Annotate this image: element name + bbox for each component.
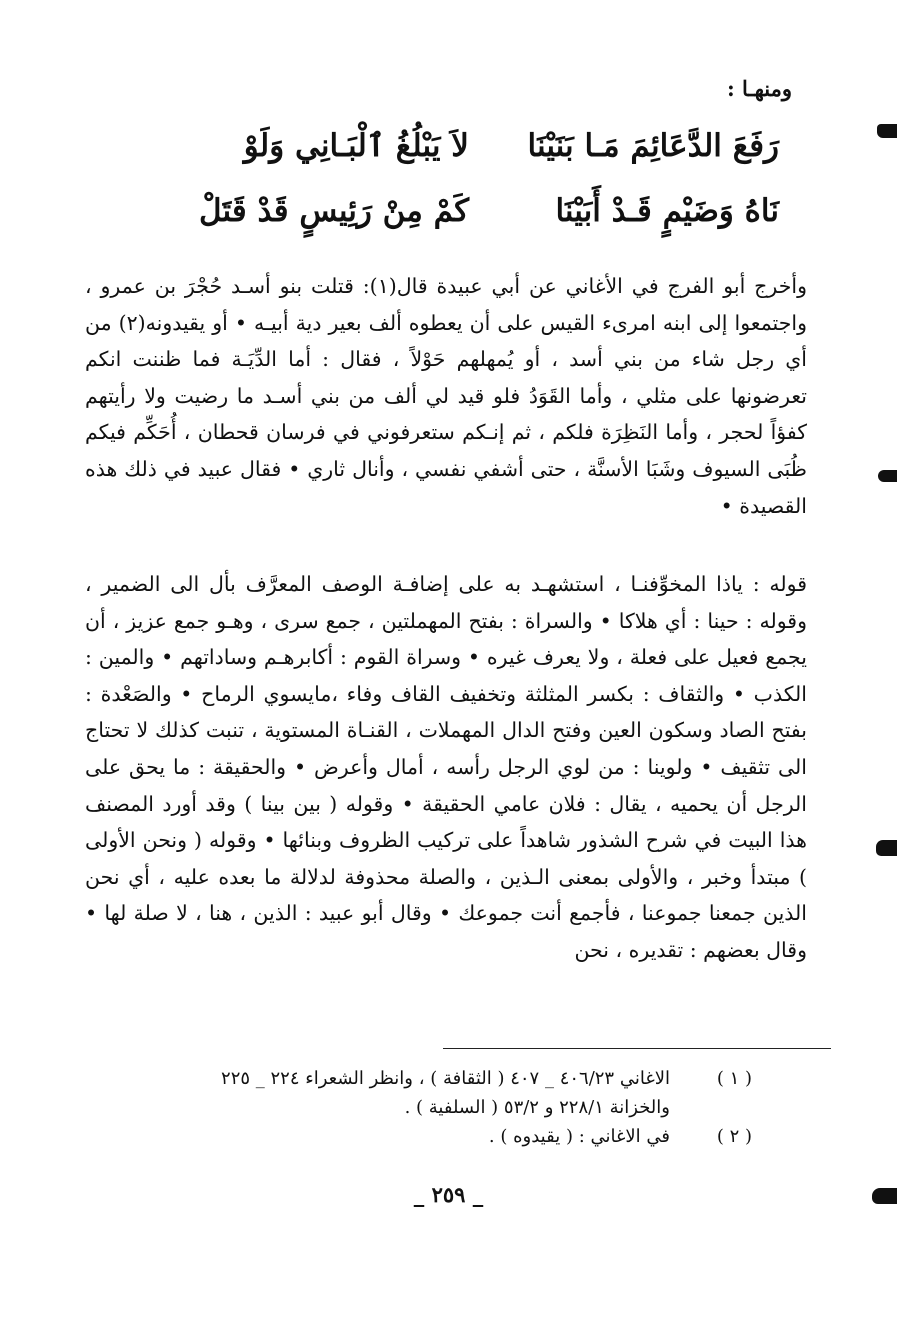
intro-label: ومنهـا :	[726, 76, 792, 101]
footnote-divider	[443, 1048, 831, 1049]
scan-edge-mark	[877, 124, 897, 138]
footnote-1-number: ( ١ )	[716, 1068, 752, 1089]
footnote-1-continuation: والخزانة ٢٢٨/١ و ٥٣/٢ ( السلفية ) .	[404, 1097, 670, 1118]
scan-edge-mark	[876, 840, 897, 856]
paragraph-commentary: قوله : ياذا المخوِّفنـا ، استشهـد به على إضافـة الوصف المعرَّف بأل الى الضمير ، وقوله : حينا : أي هلاكا • والسراة : بفتح المهملتين ، جمع سرى ، وهـو جمع عزيز ، أن يجمع فعيل على فعلة ، ولا يعرف غيره • وسراة القوم : أكابرهـم وساداتهم • والمين : الكذب • والثقاف : بكسر المثلثة وتخفيف القاف وفاء ،مايسوي الرماح • والصَعْدة : بفتح الصاد وسكون العين وفتح الدال المهملات ، القنـاة المستوية ، تنبت كذلك لا تحتاج الى تثقيف • ولوينا : من لوي الرجل رأسه ، أمال وأعرض • والحقيقة : ما يحق على الرجل أن يحميه ، يقال : فلان عامي الحقيقة • وقوله ( بين بينا ) وقد أورد المصنف هذا البيت في شرح الشذور شاهداً على تركيب الظروف وبنائها • وقوله ( ونحن الأولى ) مبتدأ وخبر ، والأولى بمعنى الـذين ، والصلة محذوفة لدلالة ما بعده عليه ، أي نحن الذين جمعنا جموعنا ، فأجمع أنت جموعك • وقال أبو عبيد : الذين ، هنا ، لا صلة لها • وقال بعضهم : تقديره ، نحن	[85, 572, 807, 962]
scan-edge-mark	[878, 470, 897, 482]
footnote-2-text: في الاغاني : ( يقيدوه ) .	[488, 1126, 670, 1147]
verse-2-first-hemistich: نَاهُ وَضَيْمٍ قَـدْ أَبَيْنَا	[555, 193, 779, 229]
verse-1-second-hemistich: لاَ يَبْلُغُ ٱلْبَـانِي وَلَوْ	[243, 128, 469, 164]
scan-edge-mark	[872, 1188, 897, 1204]
paragraph-narrative: وأخرج أبو الفرج في الأغاني عن أبي عبيدة قال(١): قتلت بنو أسـد حُجْرَ بن عمرو ، واجتمعوا إلى ابنه امرىء القيس على أن يعطوه ألف بعير دية أبيـه • أو يقيدونه(٢) من أي رجل شاء من بني أسد ، أو يُمهلهم حَوْلاً ، فقال : أما الدِّيَـة فما ظننت انكم تعرضونها على مثلي ، وأما القَوَدُ فلو قيد لي ألف من بني أسـد ما رضيت ولا رأيتهم كفؤاً لحجر ، وأما النَظِرَة فلكم ، ثم إنـكم ستعرفوني في فرسان قحطان ، أُحَكِّم فيكم ظُبَى السيوف وشَبَا الأسنَّة ، حتى أشفي نفسي ، وأنال ثاري • فقال عبيد في ذلك هذه القصيدة •	[85, 274, 808, 518]
verse-2-second-hemistich: كَمْ مِنْ رَئِيسٍ قَدْ قَتَلْ	[199, 193, 469, 229]
footnote-1-text: الاغاني ٤٠٦/٢٣ _ ٤٠٧ ( الثقافة ) ، وانظر الشعراء ٢٢٤ _ ٢٢٥	[221, 1068, 670, 1089]
verse-1-first-hemistich: رَفَعَ الدَّعَائِمَ مَـا بَنَيْنَا	[527, 128, 779, 164]
page-number: _ ٢٥٩ _	[413, 1182, 484, 1207]
footnote-2-number: ( ٢ )	[716, 1126, 752, 1147]
